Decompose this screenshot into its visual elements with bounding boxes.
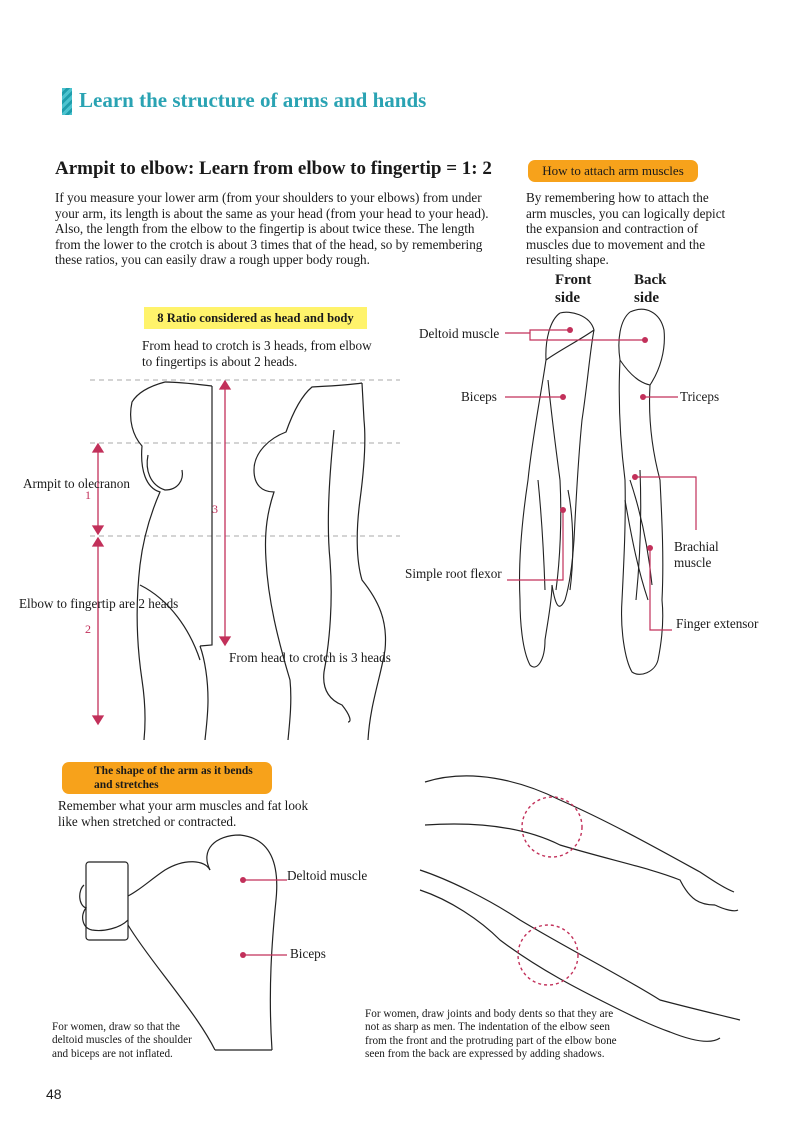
ratio-guide-lines (90, 380, 400, 536)
muscle-markers (560, 327, 653, 551)
arm-back-drawing (619, 309, 664, 674)
note-left: For women, draw so that the deltoid muscles of the shoulder and biceps are not inflated. (52, 1021, 192, 1060)
label-biceps: Biceps (461, 389, 497, 404)
elbow-highlight-circles (518, 797, 582, 985)
label-triceps: Triceps (680, 389, 720, 404)
label-deltoid: Deltoid muscle (419, 326, 500, 341)
back-side-heading: Back side (634, 272, 667, 306)
label-flexor: Simple root flexor (405, 566, 502, 581)
ratio-badge-text: From head to crotch is 3 heads, from elbow to fingertips is about 2 heads. (142, 338, 372, 369)
label-extensor: Finger extensor (676, 616, 759, 631)
ratio-number-1: 1 (85, 488, 91, 502)
page-title: Learn the structure of arms and hands (79, 88, 427, 112)
muscle-leader-lines (505, 330, 696, 630)
bend-badge: The shape of the arm as it bends and stretches (62, 762, 272, 794)
muscles-body-text: By remembering how to attach the arm muscles, you can logically depict the expansion and contraction of muscles due to movement and the resulting shape. (526, 190, 726, 268)
muscles-badge: How to attach arm muscles (528, 160, 698, 182)
ratio-number-2: 2 (85, 622, 91, 636)
torso-side-drawing (254, 383, 386, 740)
bent-arm-markers (240, 877, 287, 958)
measure-arrows (93, 381, 230, 724)
bend-body-text: Remember what your arm muscles and fat look like when stretched or contracted. (58, 798, 309, 829)
label-brachial: Brachial muscle (674, 539, 719, 570)
label-bend-biceps: Biceps (290, 946, 326, 961)
label-bend-deltoid: Deltoid muscle (287, 868, 368, 883)
ratio-number-3: 3 (212, 502, 218, 516)
ratio-body-text: If you measure your lower arm (from your shoulders to your elbows) from under your arm, its length is about the same as your head (from your head to your head). Also, the length from the elbow to the fingertip is about twice these. The length from the lower to the crotch is about 3 times that of the head, so by remembering these ratios, you can easily draw a rough upper body rough. (55, 190, 489, 268)
torso-front-drawing (131, 382, 212, 740)
page-number: 48 (46, 1086, 62, 1102)
section-heading: Armpit to elbow: Learn from elbow to fingertip = 1: 2 (55, 158, 492, 179)
label-elbow: Elbow to fingertip are 2 heads (19, 596, 179, 611)
ratio-badge: 8 Ratio considered as head and body (144, 307, 367, 329)
arm-front-drawing (519, 312, 594, 667)
front-side-heading: Front side (555, 272, 592, 306)
label-armpit: Armpit to olecranon (23, 476, 130, 491)
bent-arm-drawing (80, 835, 277, 1050)
label-crotch: From head to crotch is 3 heads (229, 650, 391, 665)
note-right: For women, draw joints and body dents so that they are not as sharp as men. The indentation of the elbow seen from the front and the protruding part of the elbow bone seen from the back are expressed by adding shadows. (365, 1008, 617, 1061)
stretched-arm-upper (425, 776, 738, 911)
